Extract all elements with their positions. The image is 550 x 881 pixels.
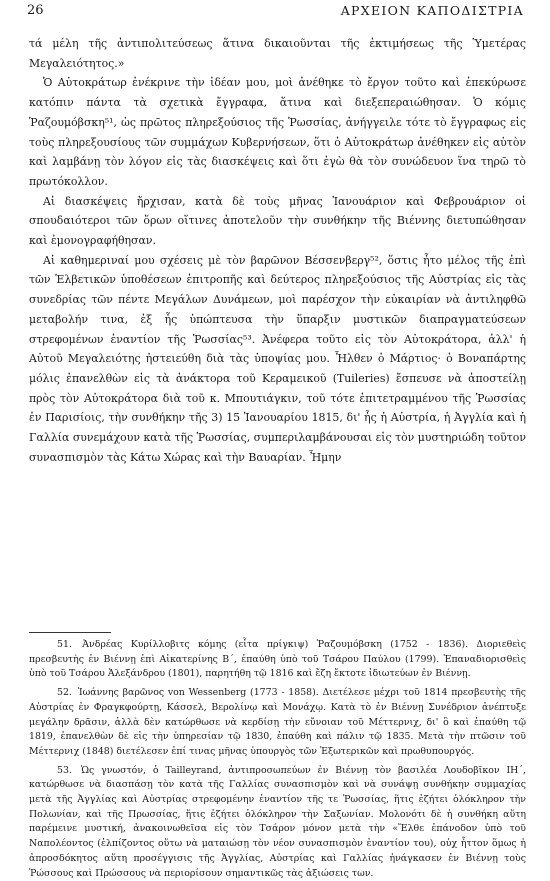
footnote-text: Ἀνδρέας Κυρίλλοβιτς κόμης (εἶτα πρίγκιψ) Ῥαζουμόβσκη (1752 - 1836). Διοριεθεὶς πρεσβευτὴς ἐν Βιέννῃ ἐπὶ Αἰκατερίνης Β΄, ἐπαύθη ὑπὸ τοῦ Τσάρου Παύλου (1799). Ἐπαναδιορισθεὶς ὑπὸ τοῦ Τσάρου Ἀλεξάνδρου (1801), παρητήθη τῷ 1816 καὶ ἔζη ἔκτοτε ἰδιωτεύων ἐν Βιέννῃ. [29,639,526,680]
page-number: 26 [27,3,44,18]
footnote [29,764,526,881]
footnote-divider [29,632,111,633]
footnotes [29,638,526,881]
footnote-text: Ὡς γνωστόν, ὁ Tailleyrand, ἀντιπροσωπεύων ἐν Βιέννῃ τὸν βασιλέα Λουδοβῖκον ΙΗ΄, κατώρθωσε νὰ διασπάσῃ τὸν κατὰ τῆς Γαλλίας συνασπισμὸν καὶ νὰ συνάψῃ συνθήκην συμμαχίας μετὰ τῆς Ἀγγλίας καὶ Αὐστρίας στρεφομένην ἐναντίον τῆς τε Ῥωσσίας, ἥτις ἐζήτει ὁλόκληρον τὴν Πολωνίαν, καὶ τῆς Πρωσσίας, ἥτις ἐζήτει ὁλόκληρον τὴν Σαξωνίαν. Μολονότι δὲ ἡ συνθήκη αὕτη παρέμεινε μυστική, ἀνακοινωθεῖσα εἰς τὸν Τσάρον μόνον μετὰ τὴν «Ἔλθε ἐπάνοδον ὑπὸ τοῦ Ναπολέοντος (ἐλπίζοντος οὕτω νὰ ματαιώσῃ τὸν νέον συνασπισμὸν ἐναντίον του), οὐχ ἧττον ὅμως ἡ ἀπροσδόκητος αὕτη προσέγγισις τῆς Ἀγγλίας, Αὐστρίας καὶ Γαλλίας ἠνάγκασεν ἐν Βιέννῃ τοὺς Ῥώσσους καὶ Πρώσσους νὰ περιορίσουν σημαντικῶς τὰς ἀξιώσεις των. [29,764,526,879]
paragraph: τά μέλη τῆς ἀντιπολιτεύσεως ἅτινα δικαιοῦνται τῆς ἐκτιμήσεως τῆς Ὑμετέρας Μεγαλειότητος.» [29,37,526,70]
paragraph: Ὁ Αὐτοκράτωρ ἐνέκρινε τὴν ἰδέαν μου, μοὶ ἀνέθηκε τὸ ἔργον τοῦτο καὶ ἐπεκύρωσε κατόπιν πάντα τὰ σχετικὰ ἔγγραφα, ἅτινα καὶ διεξεπεραιώθησαν. Ὁ κόμις Ῥαζουμόβσκη⁵¹, ὡς πρῶτος πληρεξούσιος τῆς Ῥωσσίας, ἀνήγγειλε τότε τὸ ἔγγραφως εἰς τοὺς πληρεξουσίους τῶν συμμάχων Κυβερνήσεων, ὅτι ὁ Αὐτοκράτωρ ἀνέθηκεν εἰς αὐτὸν καὶ λαμβάνῃ τὸν λόγον εἰς τὰς διασκέψεις καὶ ὅτι ἐγὼ θὰ τὸν συνώδευον ἵνα τηρῶ τὸ πρωτόκολλον. [29,76,526,188]
footnote [29,638,526,682]
footnote-number: 52. [57,687,72,699]
running-title: ΑΡΧΕΙΟΝ ΚΑΠΟΔΙΣΤΡΙΑ [340,3,524,18]
main-text [29,34,526,467]
footnote-number: 51. [57,639,72,650]
footnote [29,686,526,760]
running-header [27,3,524,21]
footnote-text: Ἰωάννης βαρῶνος von Wessenberg (1773 - 1858). Διετέλεσε μέχρι τοῦ 1814 πρεσβευτὴς τῆς Αὐστρίας ἐν Φραγκφούρτῃ, Κάσσελ, Βερολίνῳ καὶ Μονάχῳ. Κατὰ τὸ ἐν Βιέννῃ Συνέδριον ἀνέπτυξε μεγάλην δρᾶσιν, ἀλλὰ δὲν κατώρθωσε νὰ κερδίσῃ τὴν εὔνοιαν τοῦ Μέττερνιχ, δι' ὃ καὶ ἐπαύθη τῷ 1819, ἐπανελθὼν δὲ εἰς τὴν ὑπηρεσίαν τῷ 1830, ἐπαύθη καὶ πάλιν τῷ 1835. Μετὰ τὴν πτῶσιν τοῦ Μέττερνιχ (1848) διετέλεσεν ἐπί τινας μῆνας ὑπουργὸς τῶν Ἐξωτερικῶν καὶ πρωθυπουργός. [29,687,527,757]
paragraph: Αἱ καθημεριναί μου σχέσεις μὲ τὸν βαρῶνον Βέσσενβεργ⁵², ὅστις ἦτο μέλος τῆς ἐπὶ τῶν Ἑλβετικῶν ὑποθέσεων ἐπιτροπῆς καὶ δεύτερος πληρεξούσιος τῆς Αὐστρίας εἰς τὰς συνεδρίας τῶν πέντε Μεγάλων Δυνάμεων, μοὶ παρέσχον τὴν εὐκαιρίαν νὰ ἀντιληφθῶ μεταβολήν τινα, ἐξ ἧς ὑπώπτευσα τὴν ὕπαρξιν μυστικῶν διαπραγματεύσεων στρεφομένων ἐναντίον τῆς Ῥωσσίας⁵³. Ἀνέφερα τοῦτο εἰς τὸν Αὐτοκράτορα, ἀλλ' ἡ Αὐτοῦ Μεγαλειότης ἠστειεύθη διὰ τὰς ὑποψίας μου. Ἦλθεν ὁ Μάρτιος· ὁ Βοναπάρτης μόλις ἐπανελθὼν εἰς τὰ ἀνάκτορα τοῦ Κεραμεικοῦ (Tuileries) ἔσπευσε νὰ ἀποστείλῃ πρὸς τὸν Αὐτοκράτορα διὰ τοῦ κ. Μπουτιάγκιν, τοῦ τότε ἐπιτετραμμένου τῆς Ῥωσσίας ἐν Παρισίοις, τὴν συνθήκην τῆς 3) 15 Ἰανουαρίου 1815, δι' ἧς ἡ Αὐστρία, ἡ Ἀγγλία καὶ ἡ Γαλλία συνεμάχουν κατὰ τῆς Ῥωσσίας, συμπεριλαμβάνουσαι εἰς τὸν μυστηριώδη τοῦτον συνασπισμὸν τὰς Κάτω Χώρας καὶ τὴν Βαυαρίαν. Ἦμην [29,253,526,464]
footnote-number: 53. [57,764,72,776]
paragraph: Αἱ διασκέψεις ἤρχισαν, κατὰ δὲ τοὺς μῆνας Ἰανουάριον καὶ Φεβρουάριον οἱ σπουδαιότεροι τῶν ὅρων οἵτινες ἀποτελοῦν τὴν συνθήκην τῆς Βιέννης διετυπώθησαν καὶ ἐμονογραφήθησαν. [29,194,526,248]
